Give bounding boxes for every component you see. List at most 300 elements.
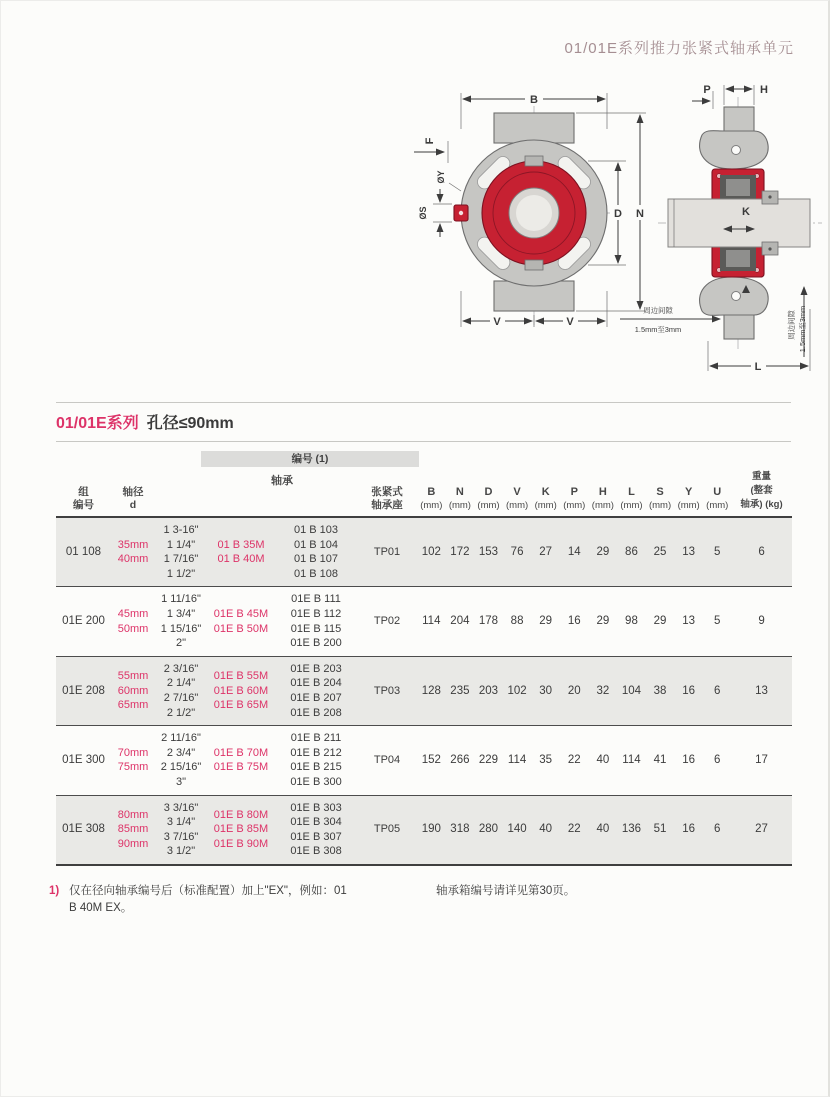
cell-line: 01E 308 [62,823,105,836]
dim-value [646,753,675,768]
shaft-diameter-inch [155,662,207,720]
cell-line: 85mm [117,823,149,836]
cell-line: TP03 [373,684,401,697]
dim-label-n: N [636,208,644,220]
cell-line: 20 [567,684,581,697]
cell-line: 01E B 85M [213,823,269,836]
cell-line: TP02 [373,615,401,628]
cell-line: 29 [596,545,610,558]
dim-value [703,753,732,768]
shaft-diameter-mm [111,607,155,636]
dim-value [589,822,618,837]
dim-value [646,822,675,837]
cell-line: 25 [653,545,667,558]
cell-line: 318 [450,823,470,836]
table-row-01E-300 [56,726,792,795]
cell-line: 17 [755,754,768,767]
shaft-diameter-mm [111,669,155,713]
cell-line: 01 B 107 [293,553,339,566]
weight-value [732,822,792,837]
takeup-housing [357,684,417,699]
cell-line: 01 B 108 [293,567,339,580]
dim-value [446,753,475,768]
cell-line: TP01 [373,545,401,558]
dim-value [589,684,618,699]
dim-value [589,614,618,629]
dim-value [531,753,560,768]
cell-line: 3 3/16" [163,801,199,814]
dim-value [503,545,532,560]
dim-unit: (mm) [620,500,643,511]
header-dim-K [531,486,560,512]
cell-line: 16 [567,615,581,628]
cell-line: 01E B 80M [213,808,269,821]
dim-letter: S [656,486,664,498]
cell-line: 01E 300 [62,754,105,767]
header-dim-H [589,486,618,512]
header-bearing: 轴承 [271,475,293,487]
group-number [56,684,111,699]
cell-line: 1 3-16" [163,524,199,536]
table-row-01E-208 [56,657,792,726]
cell-line: 01E B 308 [290,845,342,858]
footnote [49,883,791,916]
cell-line: 01E B 60M [213,684,269,697]
cell-line: 280 [478,823,499,836]
cell-line: 2 3/16" [163,662,199,675]
dim-letter: D [484,486,493,498]
cell-line: 2 1/4" [166,677,196,690]
cell-line: 01E B 208 [290,706,342,719]
dim-label-phi-s: ØS [418,206,428,220]
dim-letter: B [427,486,436,498]
dim-letter: K [541,486,550,498]
dim-value [474,822,503,837]
cell-line: 1 7/16" [163,553,199,566]
dim-value [531,545,560,560]
dim-letter: Y [684,486,693,498]
cell-line: 152 [421,754,441,767]
cell-line: 01 108 [65,545,102,558]
cell-line: 14 [567,545,581,558]
cell-line: 136 [621,823,642,836]
dim-value [646,614,675,629]
cell-line: 80mm [117,808,149,821]
cell-line: 5 [714,545,721,558]
dim-unit: (mm) [677,500,700,511]
header-dim-B [417,486,446,512]
cell-line: 01E B 300 [290,775,342,788]
cell-line: 01E B 111 [291,593,341,606]
cell-line: 01E B 70M [213,746,269,759]
shaft-diameter-mm [111,808,155,852]
dim-value [531,822,560,837]
dim-value [446,684,475,699]
cell-line: 16 [682,823,696,836]
cell-line: 2 11/16" [161,732,201,745]
spec-table [56,449,792,866]
cell-line: 41 [653,754,667,767]
weight-value [732,753,792,768]
cell-line: 01E B 45M [213,607,269,620]
header-dim-D [474,486,503,512]
cell-line: 01E B 211 [290,732,342,745]
dim-value [674,545,703,560]
dim-value [560,684,589,699]
cell-line: 01E B 75M [213,761,269,774]
cell-line: 38 [653,684,667,697]
cell-line: 102 [421,545,441,558]
takeup-housing [357,822,417,837]
dim-label-v-right: V [566,316,574,328]
cell-line: 75mm [117,761,149,774]
cell-line: 35mm [117,538,149,551]
front-view-drawing [414,92,648,328]
dim-unit: (mm) [591,500,614,511]
cell-line: 98 [625,615,638,628]
header-line: 编号 [73,499,94,511]
dim-label-f: F [424,137,436,145]
dim-value [446,545,475,560]
cell-line: 40mm [117,553,149,566]
dim-value [503,753,532,768]
dim-value [446,822,475,837]
side-view-drawing [620,84,822,373]
shaft-diameter-mm [111,746,155,775]
dim-value [474,545,503,560]
cell-line: 55mm [117,670,149,683]
cell-line: 6 [758,545,765,558]
dim-value [703,822,732,837]
bearing-number-std [275,592,357,650]
dim-value [474,684,503,699]
shaft-diameter-inch [155,731,207,789]
cell-line: 203 [478,684,499,697]
header-dim-N [446,486,475,512]
dim-unit: (mm) [648,500,672,511]
header-dim-L [617,486,646,512]
bearing-number-m [207,746,275,775]
takeup-housing [357,753,417,768]
cell-line: 88 [510,615,524,628]
shaft [668,199,810,247]
dim-value [417,822,446,837]
section-title [56,402,791,442]
footnote-text-left [69,883,421,916]
cell-line: 29 [539,615,553,628]
cell-line: 229 [478,754,499,767]
dim-value [674,684,703,699]
dim-value [417,753,446,768]
shaft-diameter-inch [155,592,207,650]
cell-line: 13 [755,684,768,697]
cell-line: 60mm [117,684,149,697]
cell-line: 1 1/4" [166,538,196,551]
cell-line: 16 [682,684,696,697]
dim-value [589,545,618,560]
dim-value [531,684,560,699]
dim-value [503,614,532,629]
cell-line: 29 [653,615,667,628]
cell-line: 01E 200 [62,615,105,628]
footnote-marker: 1) [49,885,60,897]
cell-line: 01E B 55M [213,670,269,683]
header-housing [357,486,417,512]
cell-line: 6 [714,754,721,767]
cell-line: 9 [758,615,765,628]
takeup-housing [357,614,417,629]
dim-unit: (mm) [706,500,729,511]
bearing-number-m [207,607,275,636]
cell-line: 178 [478,615,499,628]
group-number [56,614,111,629]
dim-value [560,614,589,629]
cell-line: 01E B 200 [290,637,342,650]
clearance-note-right-line2: 1.5mm至3mm [798,305,807,353]
cell-line: 51 [653,823,667,836]
header-line: 张紧式 [371,486,403,498]
cell-line: 30 [539,684,553,697]
header-band-number: 编号 (1) [201,451,419,467]
cell-line: 70mm [117,746,149,759]
dim-letter: N [455,486,464,498]
cell-line: 27 [755,823,768,836]
group-number [56,822,111,837]
dim-label-phi-y: ØY [436,170,446,184]
cell-line: 90mm [117,837,149,850]
header-dim-P [560,486,589,512]
cell-line: 01E B 307 [290,830,342,843]
cell-line: 3 7/16" [163,830,199,843]
bearing-number-std [275,523,357,581]
dim-label-d: D [614,208,622,220]
bearing-number-std [275,731,357,789]
header-grid [56,454,792,512]
cell-line: 01E B 203 [290,662,342,675]
cell-line: 1 11/16" [161,593,201,606]
header-line: (整套 [750,485,773,496]
section-spec: 孔径≤90mm [146,415,234,432]
cell-line: 13 [682,545,696,558]
cell-line: 29 [596,615,610,628]
table-header [56,449,792,518]
dim-value [560,822,589,837]
cell-line: 86 [625,545,638,558]
cell-line: 32 [596,684,610,697]
table-body [56,518,792,866]
dim-unit: (mm) [420,500,443,511]
dim-label-k: K [742,206,750,218]
dim-value [617,822,646,837]
dim-value [474,614,503,629]
dim-letter: L [628,486,635,498]
dim-label-b: B [530,94,538,106]
page-header-title: 01/01E系列推力张紧式轴承单元 [564,40,794,57]
dim-value [617,753,646,768]
cell-line: 3" [175,775,187,788]
dim-value [474,753,503,768]
cell-line: 266 [450,754,470,767]
cell-line: 01E B 207 [290,691,342,704]
header-dim-V [503,486,532,512]
header-dim-S [646,486,675,512]
cell-line: 01E B 115 [290,622,342,635]
cell-line: 01E B 303 [290,801,342,814]
cell-line: 76 [510,545,524,558]
header-dim-U [703,486,732,512]
cell-line: 102 [507,684,527,697]
cell-line: 2 7/16" [163,691,199,704]
header-group [56,486,111,512]
header-line: 重量 [752,471,772,482]
header-line: 轴径 [122,486,144,498]
cell-line: 6 [714,823,721,836]
dim-letter: H [598,486,607,498]
cell-line: 13 [682,615,696,628]
dim-value [646,684,675,699]
cell-line: 40 [596,823,610,836]
cell-line: 01 B 35M [217,538,265,551]
table-row-01E-200 [56,587,792,656]
cell-line: 114 [422,615,441,628]
dim-value [703,545,732,560]
cell-line: 35 [539,754,553,767]
group-number [56,545,111,560]
dim-label-h: H [760,84,768,96]
dim-value [417,684,446,699]
cell-line: 01E B 215 [290,761,342,774]
dim-value [446,614,475,629]
cell-line: 104 [621,684,642,697]
cell-line: 01E 208 [62,684,105,697]
cell-line: 01E B 65M [213,699,269,712]
clearance-note-right-line1: 周边间隙 [787,310,796,340]
cell-line: 01E B 212 [290,746,342,759]
cell-line: 172 [450,545,470,558]
bearing-number-m [207,669,275,713]
takeup-housing [357,545,417,560]
cell-line: 2 3/4" [166,746,196,759]
cell-line: 2 1/2" [166,706,196,719]
dim-unit: (mm) [477,500,500,511]
cell-line: 40 [539,823,553,836]
cell-line: TP05 [373,823,401,836]
cell-line: 128 [421,684,441,697]
header-line: d [129,499,137,511]
technical-drawings [406,79,826,379]
section-series: 01/01E系列 [56,415,139,432]
cell-line: 01E B 204 [290,677,342,690]
group-number [56,753,111,768]
dim-value [531,614,560,629]
cell-line: 01E B 90M [213,837,269,850]
weight-value [732,684,792,699]
dim-letter: U [713,486,722,498]
footnote-line: 仅在径向轴承编号后（标准配置）加上"EX"，例如：01 [69,885,347,897]
footnote-line: B 40M EX。 [69,901,133,914]
dim-value [703,614,732,629]
table-row-01-108 [56,518,792,587]
dim-unit: (mm) [534,500,557,511]
dim-value [503,684,532,699]
dim-value [617,545,646,560]
cell-line: 22 [567,754,581,767]
header-weight [732,470,792,512]
cell-line: 235 [450,684,470,697]
cell-line: 140 [507,823,527,836]
dim-value [617,614,646,629]
cell-line: 1 15/16" [160,622,202,635]
cell-line: 204 [450,615,470,628]
cell-line: 1 1/2" [166,567,196,580]
dim-value [560,545,589,560]
dim-value [560,753,589,768]
dim-value [674,614,703,629]
weight-value [732,614,792,629]
shaft-diameter-inch [155,523,207,581]
cell-line: 6 [714,684,721,697]
cell-line: 1 3/4" [166,607,196,620]
header-line: 组 [78,486,89,498]
header-line: 轴承座 [371,499,403,511]
cell-line: 01E B 112 [290,607,342,620]
cell-line: 01 B 40M [217,553,265,566]
shaft-diameter-mm [111,538,155,567]
cell-line: 114 [507,754,527,767]
bearing-number-std [275,662,357,720]
header-shaft [111,486,155,512]
header-dim-Y [674,486,703,512]
dim-value [703,684,732,699]
cell-line: 2 15/16" [160,761,202,774]
clearance-note-left-line2: 1.5mm至3mm [634,325,682,334]
cell-line: 65mm [117,699,149,712]
cell-line: 3 1/4" [166,816,196,829]
dim-value [589,753,618,768]
dim-value [646,545,675,560]
dim-label-v-left: V [493,316,501,328]
bearing-number-m [207,538,275,567]
bearing-number-m [207,808,275,852]
cell-line: 3 1/2" [166,845,196,858]
dim-value [617,684,646,699]
cell-line: 190 [421,823,441,836]
cell-line: 01 B 104 [293,538,339,551]
dim-unit: (mm) [506,500,529,511]
cell-line: TP04 [373,754,401,767]
cell-line: 114 [622,754,641,767]
table-row-01E-308 [56,796,792,866]
dim-letter: P [570,486,578,498]
dim-value [674,822,703,837]
cell-line: 153 [478,545,499,558]
cell-line: 40 [596,754,610,767]
shaft-diameter-inch [155,801,207,859]
dim-letter: V [513,486,521,498]
cell-line: 27 [539,545,553,558]
cell-line: 5 [714,615,721,628]
clearance-note-left-line1: 周边间隙 [643,306,673,315]
cell-line: 16 [682,754,696,767]
cell-line: 01E B 50M [213,622,269,635]
dim-value [417,614,446,629]
cell-line: 2" [175,637,187,650]
cell-line: 50mm [117,622,149,635]
weight-value [732,545,792,560]
footnote-text-right: 轴承箱编号请详见第30页。 [436,885,576,897]
dim-label-p: P [703,84,711,96]
dim-value [503,822,532,837]
